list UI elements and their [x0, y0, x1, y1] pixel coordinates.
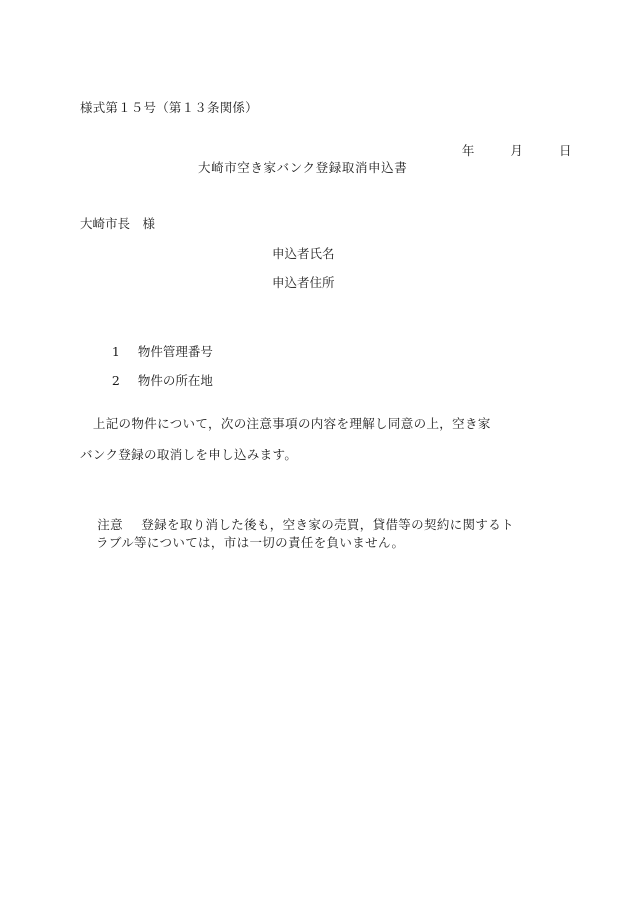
date-row [446, 132, 571, 170]
applicant-name-label: 申込者氏名 [272, 246, 335, 261]
date-month-label: 月 [510, 142, 523, 158]
date-year-label: 年 [461, 142, 475, 158]
body-text-line: バンク登録の取消しを申し込みます。 [80, 447, 298, 462]
date-day-label: 日 [558, 142, 572, 158]
item-label: 物件の所在地 [137, 372, 213, 388]
item-label: 物件管理番号 [137, 343, 213, 359]
item-number: 1 [111, 343, 120, 359]
body-text-line: 上記の物件について，次の注意事項の内容を理解し同意の上，空き家 [80, 416, 491, 431]
note-label: 注意 [97, 516, 123, 532]
document-title: 大崎市空き家バンク登録取消申込書 [198, 160, 408, 175]
note-continuation: ラブル等については，市は一切の責任を負いません。 [96, 535, 405, 550]
item-number: 2 [111, 372, 120, 388]
form-number: 様式第１５号（第１３条関係） [80, 100, 258, 115]
list-item [96, 362, 213, 400]
addressee: 大崎市長 様 [80, 216, 156, 231]
applicant-address-label: 申込者住所 [272, 275, 335, 290]
note-text: 登録を取り消した後も，空き家の売買，貸借等の契約に関するト [141, 516, 514, 532]
